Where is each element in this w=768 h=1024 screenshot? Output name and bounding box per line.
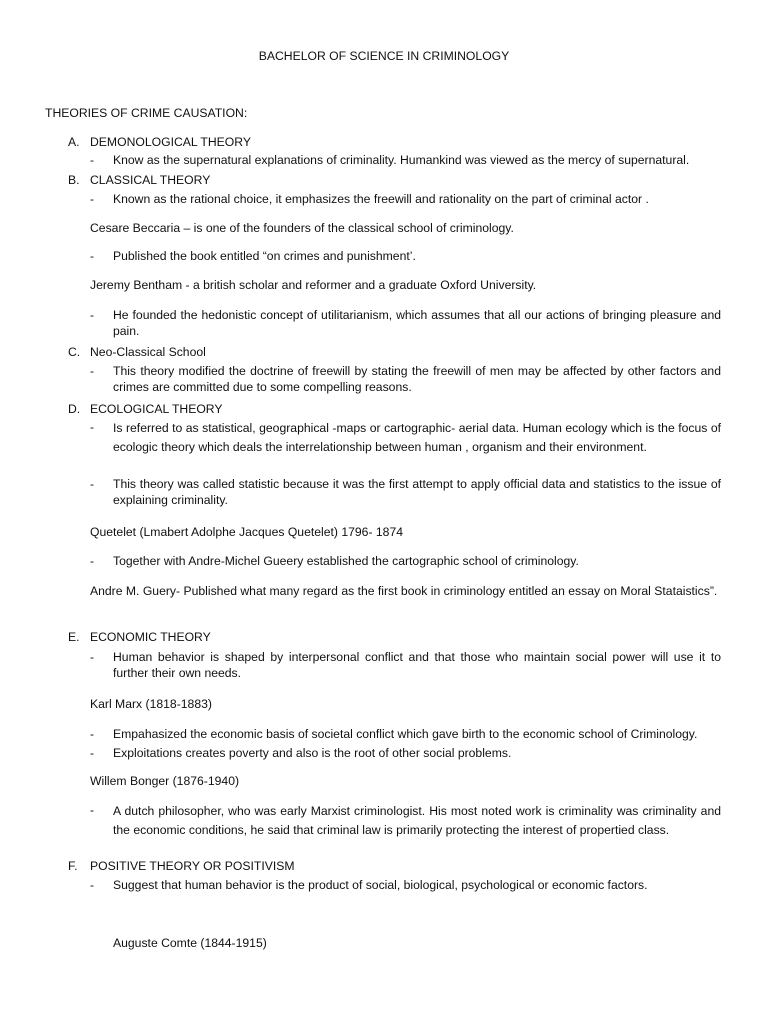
bullet-dash: - [90,727,95,741]
section-e-bullet-3: Exploitations creates poverty and also is the root of other social problems. [113,746,512,760]
section-b-para-1: Cesare Beccaria – is one of the founders of the classical school of criminology. [90,221,514,235]
bullet-dash: - [90,554,95,568]
section-b-bullet-1: Known as the rational choice, it emphasizes the freewill and rationality on the part of criminal actor . [113,192,649,206]
section-b-label: CLASSICAL THEORY [90,173,211,187]
bullet-dash: - [90,420,95,434]
section-e-para-2: Willem Bonger (1876-1940) [90,774,240,788]
section-a-label: DEMONOLOGICAL THEORY [90,135,251,149]
section-e-label: ECONOMIC THEORY [90,630,211,644]
section-b-para-2: Jeremy Bentham - a british scholar and reformer and a graduate Oxford University. [90,278,537,292]
section-d-para-1: Quetelet (Lmabert Adolphe Jacques Quetelet) 1796- 1874 [90,525,404,539]
section-f-label: POSITIVE THEORY OR POSITIVISM [90,859,295,873]
bullet-dash: - [90,192,95,206]
bullet-dash: - [90,650,95,664]
section-a-letter: A. [68,135,80,149]
bullet-dash: - [90,249,95,263]
bullet-dash: - [90,803,95,817]
section-d-letter: D. [68,402,81,416]
section-f-bullet-1: Suggest that human behavior is the product of social, biological, psychological or economic factors. [113,878,648,892]
bullet-dash: - [90,878,95,892]
section-b-bullet-2: Published the book entitled “on crimes and punishment’. [113,249,416,263]
section-e-bullet-2: Empahasized the economic basis of societal conflict which gave birth to the economic school of Criminology. [113,727,698,741]
section-e-letter: E. [68,630,80,644]
section-b-letter: B. [68,173,80,187]
section-f-para-1: Auguste Comte (1844-1915) [113,936,267,950]
section-a-bullet-1: Know as the supernatural explanations of criminality. Humankind was viewed as the mercy of supernatural. [113,153,690,167]
section-e-bullet-1: Human behavior is shaped by interpersonal conflict and that those who maintain social power will use it to further their own needs. [113,650,721,680]
section-e-para-1: Karl Marx (1818-1883) [90,697,212,711]
bullet-dash: - [90,746,95,760]
section-d-para-2: Andre M. Guery- Published what many regard as the first book in criminology entitled an essay on Moral Stataistics”. [90,584,718,598]
section-heading: THEORIES OF CRIME CAUSATION: [45,106,248,120]
section-d-bullet-2: This theory was called statistic because it was the first attempt to apply official data and statistics to the issue of explaining criminality. [113,477,721,507]
document-title: BACHELOR OF SCIENCE IN CRIMINOLOGY [258,49,510,63]
section-c-bullet-1: This theory modified the doctrine of freewill by stating the freewill of men may be affected by other factors and crimes are committed due to some compelling reasons. [113,364,721,394]
section-b-bullet-3: He founded the hedonistic concept of utilitarianism, which assumes that all our actions of bringing pleasure and pain. [113,308,721,338]
section-f-letter: F. [68,859,78,873]
section-d-bullet-3: Together with Andre-Michel Gueery established the cartographic school of criminology. [113,554,579,568]
section-d-bullet-1: Is referred to as statistical, geographical -maps or cartographic- aerial data. Human ecology which is the focus of ecologic theory which deals the interrelationship between human , organism and their environment. [113,421,721,454]
section-e-bullet-4: A dutch philosopher, who was early Marxist criminologist. His most noted work is criminality was criminality and the economic conditions, he said that criminal law is primarily protecting the interest of propertied class. [113,804,721,837]
section-c-label: Neo-Classical School [90,345,206,359]
bullet-dash: - [90,153,95,167]
bullet-dash: - [90,308,95,322]
section-d-label: ECOLOGICAL THEORY [90,402,223,416]
section-c-letter: C. [68,345,81,359]
bullet-dash: - [90,477,95,491]
bullet-dash: - [90,364,95,378]
